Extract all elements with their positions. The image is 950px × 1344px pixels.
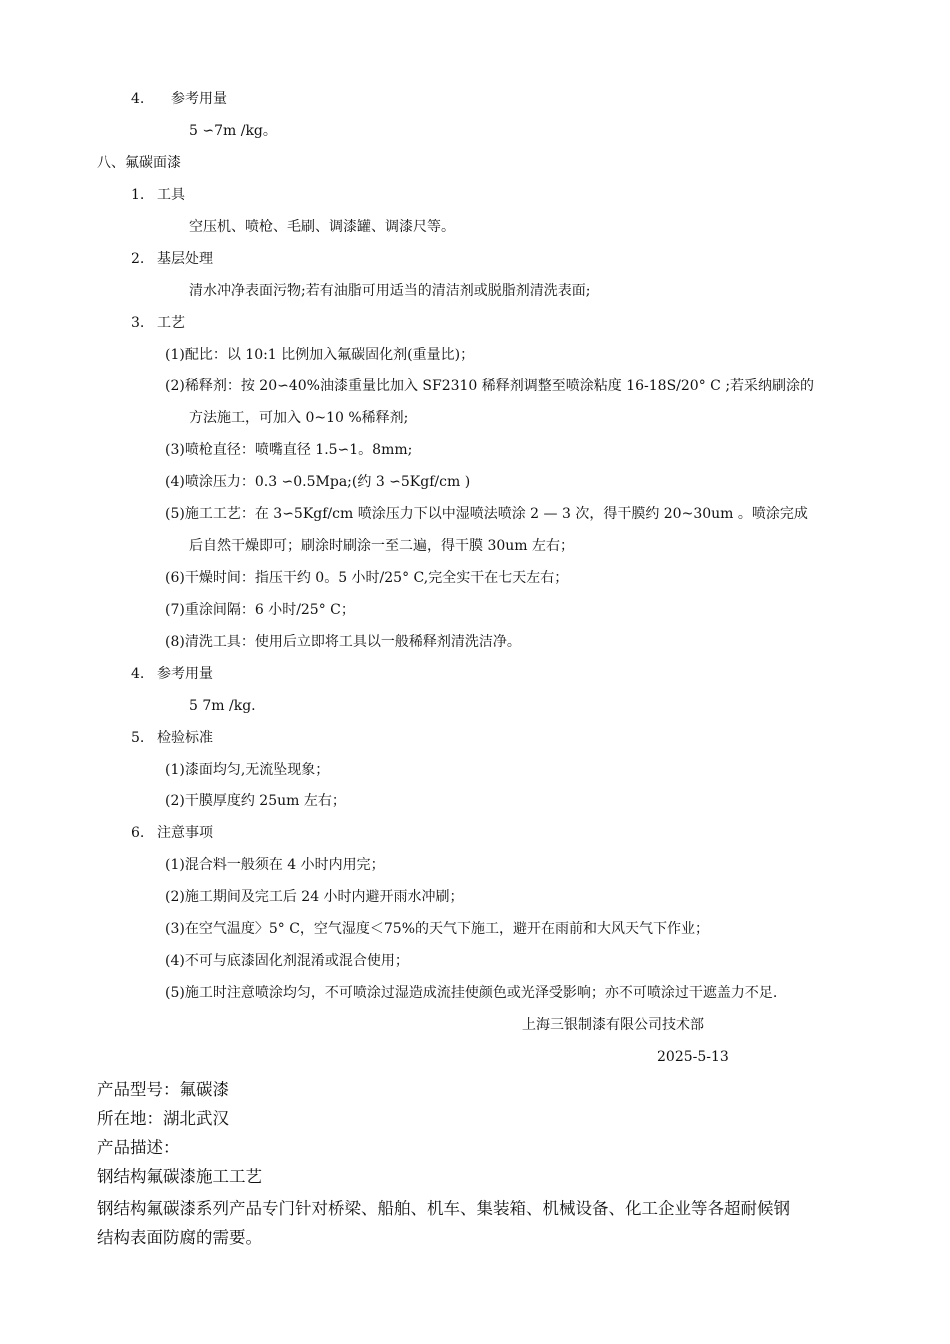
note-item: (4)不可与底漆固化剂混淆或混合使用； — [165, 953, 409, 969]
inspection-item: (1)漆面均匀,无流坠现象； — [165, 762, 330, 778]
product-headline: 钢结构氟碳漆施工工艺 — [97, 1167, 262, 1186]
process-step: (1)配比：以 10:1 比例加入氟碳固化剂(重量比)； — [165, 347, 475, 363]
process-step: (6)干燥时间：指压干约 0。5 小时/25° C,完全实干在七天左右； — [165, 570, 569, 586]
product-paragraph-line: 钢结构氟碳漆系列产品专门针对桥梁、船舶、机车、集装箱、机械设备、化工企业等各超耐候钢 — [97, 1199, 790, 1218]
product-location: 所在地：湖北武汉 — [97, 1109, 229, 1128]
company-signature: 上海三银制漆有限公司技术部 — [522, 1017, 704, 1033]
item6-heading: 6. 注意事项 — [131, 825, 213, 841]
item4-heading: 4. 参考用量 — [131, 666, 213, 682]
item5-heading: 5. 检验标准 — [131, 730, 213, 746]
process-step: (2)稀释剂：按 20∽40%油漆重量比加入 SF2310 稀释剂调整至喷涂粘度 16-18S/20° C ;若采纳刷涂的 — [165, 378, 815, 394]
document-date: 2025-5-13 — [657, 1049, 729, 1065]
note-item: (5)施工时注意喷涂均匀，不可喷涂过湿造成流挂使颜色或光泽受影响；亦不可喷涂过干遮盖力不足. — [165, 985, 778, 1001]
item2-text: 清水冲净表面污物;若有油脂可用适当的清洁剂或脱脂剂清洗表面; — [189, 283, 591, 299]
item3-heading: 3. 工艺 — [131, 315, 185, 331]
process-step: (8)清洗工具：使用后立即将工具以一般稀释剂清洗洁净。 — [165, 634, 521, 650]
section-heading: 八、氟碳面漆 — [97, 155, 181, 171]
process-step: (3)喷枪直径：喷嘴直径 1.5∽1。8mm; — [165, 442, 413, 458]
product-paragraph-line: 结构表面防腐的需要。 — [97, 1228, 262, 1247]
process-step: (4)喷涂压力：0.3 ∽0.5Mpa;(约 3 ∽5Kgf/cm ) — [165, 474, 471, 490]
note-item: (3)在空气温度〉5° C，空气湿度＜75%的天气下施工，避开在雨前和大风天气下作业； — [165, 921, 710, 937]
process-step-continued: 方法施工，可加入 0~10 %稀释剂; — [189, 410, 409, 426]
product-model: 产品型号：氟碳漆 — [97, 1080, 229, 1099]
s7-item4-value: 5 ∽7m /kg。 — [189, 123, 277, 139]
s7-item4-heading: 4. 参考用量 — [131, 91, 227, 107]
note-item: (2)施工期间及完工后 24 小时内避开雨水冲刷； — [165, 889, 464, 905]
process-step-continued: 后自然干燥即可；刷涂时刷涂一至二遍，得干膜 30um 左右； — [189, 538, 575, 554]
product-description-label: 产品描述： — [97, 1138, 180, 1157]
item2-heading: 2. 基层处理 — [131, 251, 213, 267]
inspection-item: (2)干膜厚度约 25um 左右； — [165, 793, 346, 809]
process-step: (7)重涂间隔：6 小时/25° C； — [165, 602, 355, 618]
item1-text: 空压机、喷枪、毛刷、调漆罐、调漆尺等。 — [189, 219, 455, 235]
item1-heading: 1. 工具 — [131, 187, 185, 203]
process-step: (5)施工工艺：在 3∽5Kgf/cm 喷涂压力下以中湿喷法喷涂 2 — 3 次，得干膜约 20~30um 。喷涂完成 — [165, 506, 808, 522]
item4-value: 5 7m /kg. — [189, 698, 256, 714]
note-item: (1)混合料一般须在 4 小时内用完； — [165, 857, 385, 873]
